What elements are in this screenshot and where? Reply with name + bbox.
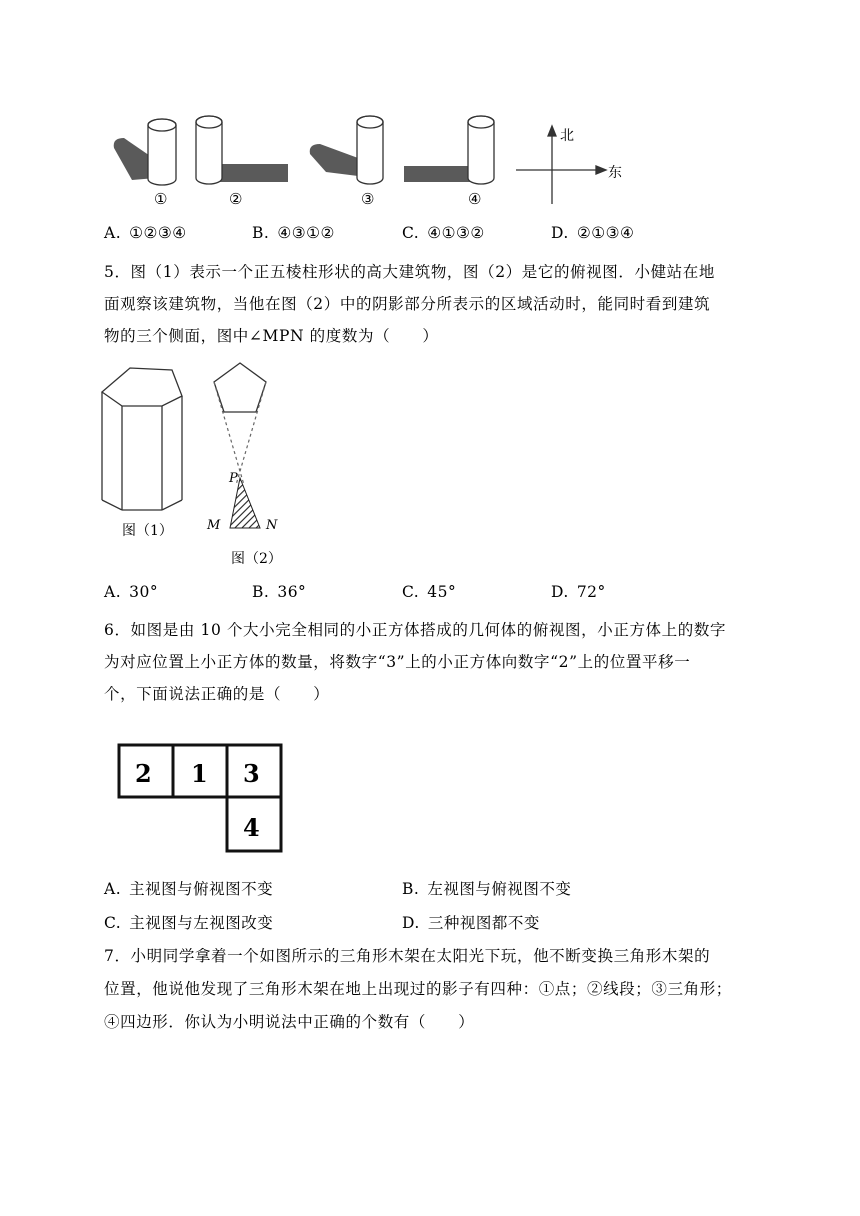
grid-cell-1: 1 xyxy=(191,759,208,788)
option-letter: C. xyxy=(402,583,420,601)
q6-option-a[interactable] xyxy=(104,877,273,899)
q6-stem-line-2: 为对应位置上小正方体的数量，将数字“3”上的小正方体向数字“2”上的位置平移一 xyxy=(104,653,691,671)
q4-figure-label-2: ② xyxy=(229,190,243,208)
option-letter: D. xyxy=(551,224,569,242)
q4-option-b[interactable] xyxy=(252,224,335,242)
q4-figure-2 xyxy=(196,116,288,184)
grid-cell-3: 3 xyxy=(243,759,260,788)
option-text: 三种视图都不变 xyxy=(427,914,540,932)
option-letter: A. xyxy=(104,880,122,898)
q5-stem-line-2: 面观察该建筑物，当他在图（2）中的阴影部分所表示的区域活动时，能同时看到建筑 xyxy=(104,295,711,313)
option-text: 左视图与俯视图不变 xyxy=(427,880,572,898)
option-text: 45° xyxy=(427,583,457,601)
compass-north-label: 北 xyxy=(560,128,574,144)
q4-option-c[interactable] xyxy=(402,224,485,242)
option-letter: B. xyxy=(402,880,420,898)
q4-figure-label-3: ③ xyxy=(361,190,375,208)
point-n-label: N xyxy=(266,518,278,533)
q7-stem-line-3: ④四边形．你认为小明说法中正确的个数有（ ） xyxy=(104,1013,475,1031)
pentagon-top-view xyxy=(214,363,266,528)
grid-cell-4: 4 xyxy=(243,813,260,842)
option-text: ④①③② xyxy=(427,224,485,242)
point-m-label: M xyxy=(207,518,221,533)
grid-cell-2: 2 xyxy=(135,759,152,788)
option-text: ①②③④ xyxy=(129,224,187,242)
q4-figure-label-1: ① xyxy=(154,190,168,208)
q5-option-a[interactable] xyxy=(104,583,158,601)
q5-stem-line-1: 5．图（1）表示一个正五棱柱形状的高大建筑物，图（2）是它的俯视图．小健站在地 xyxy=(104,263,715,281)
q6-option-b[interactable] xyxy=(402,877,571,899)
q6-option-d[interactable] xyxy=(402,911,540,933)
q4-figure-3 xyxy=(310,116,383,184)
q5-option-d[interactable] xyxy=(551,583,606,601)
q4-figure-label-4: ④ xyxy=(468,190,482,208)
q6-option-c[interactable] xyxy=(104,911,273,933)
option-text: 30° xyxy=(129,583,159,601)
option-letter: B. xyxy=(252,583,270,601)
q6-stem-line-3: 个，下面说法正确的是（ ） xyxy=(104,685,330,703)
figure-2-caption: 图（2） xyxy=(231,551,282,567)
q7-stem-line-1: 7．小明同学拿着一个如图所示的三角形木架在太阳光下玩，他不断变换三角形木架的 xyxy=(104,947,711,965)
figure-1-caption: 图（1） xyxy=(122,523,173,539)
pentagonal-prism xyxy=(102,368,182,510)
q5-stem-line-3: 物的三个侧面，图中∠MPN 的度数为（ ） xyxy=(104,327,439,345)
q4-figure-4 xyxy=(404,116,494,184)
option-text: 36° xyxy=(277,583,307,601)
option-letter: B. xyxy=(252,224,270,242)
q7-stem-line-2: 位置，他说他发现了三角形木架在地上出现过的影子有四种：①点；②线段；③三角形； xyxy=(104,980,732,998)
option-letter: C. xyxy=(402,224,420,242)
option-text: 72° xyxy=(576,583,606,601)
q4-figure-1 xyxy=(114,119,176,185)
option-text: ④③①② xyxy=(277,224,335,242)
option-text: ②①③④ xyxy=(576,224,635,242)
option-text: 主视图与左视图改变 xyxy=(129,914,274,932)
option-letter: A. xyxy=(104,224,122,242)
q4-option-d[interactable] xyxy=(551,224,634,242)
q5-option-c[interactable] xyxy=(402,583,456,601)
option-letter: A. xyxy=(104,583,122,601)
q4-option-a[interactable] xyxy=(104,224,187,242)
option-letter: D. xyxy=(402,914,420,932)
option-letter: D. xyxy=(551,583,569,601)
q5-option-b[interactable] xyxy=(252,583,306,601)
compass-east-label: 东 xyxy=(608,165,622,181)
option-letter: C. xyxy=(104,914,122,932)
option-text: 主视图与俯视图不变 xyxy=(129,880,274,898)
q6-stem-line-1: 6．如图是由 10 个大小完全相同的小正方体搭成的几何体的俯视图，小正方体上的数字 xyxy=(104,621,727,639)
point-p-label: P xyxy=(229,471,238,486)
